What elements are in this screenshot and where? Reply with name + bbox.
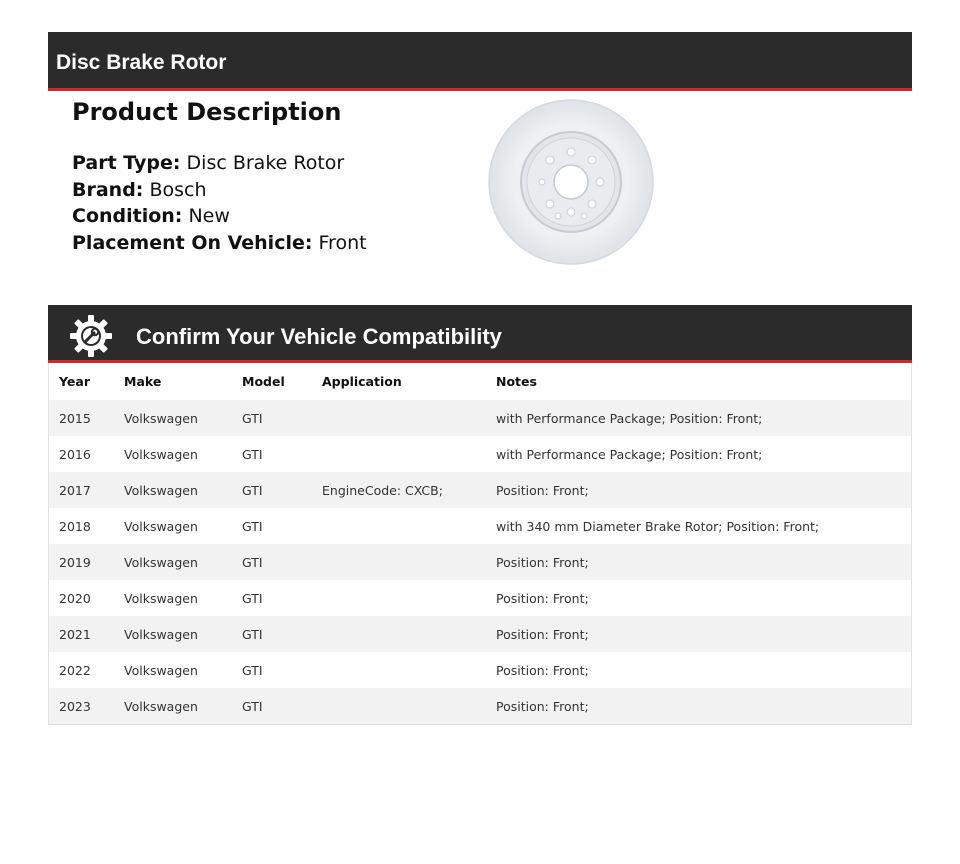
cell-model: GTI xyxy=(242,410,263,426)
cell-make: Volkswagen xyxy=(124,698,198,714)
spec-line xyxy=(72,150,462,177)
cell-year: 2019 xyxy=(59,554,91,570)
product-title: Disc Brake Rotor xyxy=(56,51,227,74)
cell-application xyxy=(312,616,486,652)
cell-application xyxy=(312,400,486,436)
cell-model: GTI xyxy=(242,554,263,570)
cell-application xyxy=(312,652,486,688)
table-row xyxy=(49,652,911,688)
cell-make: Volkswagen xyxy=(124,662,198,678)
spec-label: Part Type: xyxy=(72,152,181,174)
spec-value: Disc Brake Rotor xyxy=(186,152,345,174)
cell-make: Volkswagen xyxy=(124,554,198,570)
cell-year: 2018 xyxy=(59,518,91,534)
column-header-notes: Notes xyxy=(496,374,537,389)
table-row xyxy=(49,688,911,724)
spec-line xyxy=(72,230,462,257)
cell-notes: Position: Front; xyxy=(496,554,589,570)
cell-notes: Position: Front; xyxy=(496,482,589,498)
spec-line xyxy=(72,177,462,204)
cell-year: 2016 xyxy=(59,446,91,462)
table-row xyxy=(49,580,911,616)
cell-year: 2017 xyxy=(59,482,91,498)
cell-year: 2023 xyxy=(59,698,91,714)
spec-label: Condition: xyxy=(72,205,183,227)
cell-model: GTI xyxy=(242,446,263,462)
cell-application xyxy=(312,688,486,724)
spec-value: New xyxy=(188,205,230,227)
cell-make: Volkswagen xyxy=(124,482,198,498)
cell-notes: Position: Front; xyxy=(496,590,589,606)
compatibility-title: Confirm Your Vehicle Compatibility xyxy=(136,324,502,349)
table-row xyxy=(49,400,911,436)
cell-model: GTI xyxy=(242,482,263,498)
cell-make: Volkswagen xyxy=(124,590,198,606)
cell-notes: with Performance Package; Position: Front; xyxy=(496,446,763,462)
cell-application xyxy=(312,508,486,544)
cell-model: GTI xyxy=(242,518,263,534)
cell-make: Volkswagen xyxy=(124,518,198,534)
spec-label: Brand: xyxy=(72,178,144,201)
description-heading: Product Description xyxy=(72,98,342,126)
column-header-year: Year xyxy=(59,374,90,389)
gear-wrench-icon xyxy=(70,315,112,357)
cell-notes: Position: Front; xyxy=(496,626,589,642)
spec-value: Front xyxy=(318,231,367,254)
table-row xyxy=(49,616,911,652)
compatibility-table xyxy=(48,363,912,725)
product-title-bar xyxy=(48,32,912,91)
brake-rotor-image xyxy=(488,99,654,265)
cell-notes: with 340 mm Diameter Brake Rotor; Position: Front; xyxy=(496,518,820,534)
cell-model: GTI xyxy=(242,698,263,714)
cell-application xyxy=(312,544,486,580)
cell-application xyxy=(312,580,486,616)
spec-label: Placement On Vehicle: xyxy=(72,231,313,254)
cell-year: 2021 xyxy=(59,626,91,642)
cell-model: GTI xyxy=(242,662,263,678)
column-header-model: Model xyxy=(242,374,285,389)
spec-value: Bosch xyxy=(149,178,207,201)
table-row xyxy=(49,544,911,580)
cell-application: EngineCode: CXCB; xyxy=(322,482,443,498)
table-row xyxy=(49,508,911,544)
compatibility-bar xyxy=(48,305,912,363)
cell-make: Volkswagen xyxy=(124,410,198,426)
product-description xyxy=(72,96,462,256)
cell-year: 2022 xyxy=(59,662,91,678)
table-row xyxy=(49,472,911,508)
cell-model: GTI xyxy=(242,626,263,642)
cell-notes: with Performance Package; Position: Front; xyxy=(496,410,763,426)
cell-application xyxy=(312,436,486,472)
spec-list xyxy=(72,150,462,256)
cell-notes: Position: Front; xyxy=(496,662,589,678)
cell-model: GTI xyxy=(242,590,263,606)
spec-line xyxy=(72,203,462,230)
cell-notes: Position: Front; xyxy=(496,698,589,714)
column-header-application: Application xyxy=(322,374,402,389)
table-row xyxy=(49,436,911,472)
cell-make: Volkswagen xyxy=(124,626,198,642)
cell-make: Volkswagen xyxy=(124,446,198,462)
cell-year: 2020 xyxy=(59,590,91,606)
column-header-make: Make xyxy=(124,374,162,389)
table-header-row xyxy=(49,363,911,400)
cell-year: 2015 xyxy=(59,410,91,426)
